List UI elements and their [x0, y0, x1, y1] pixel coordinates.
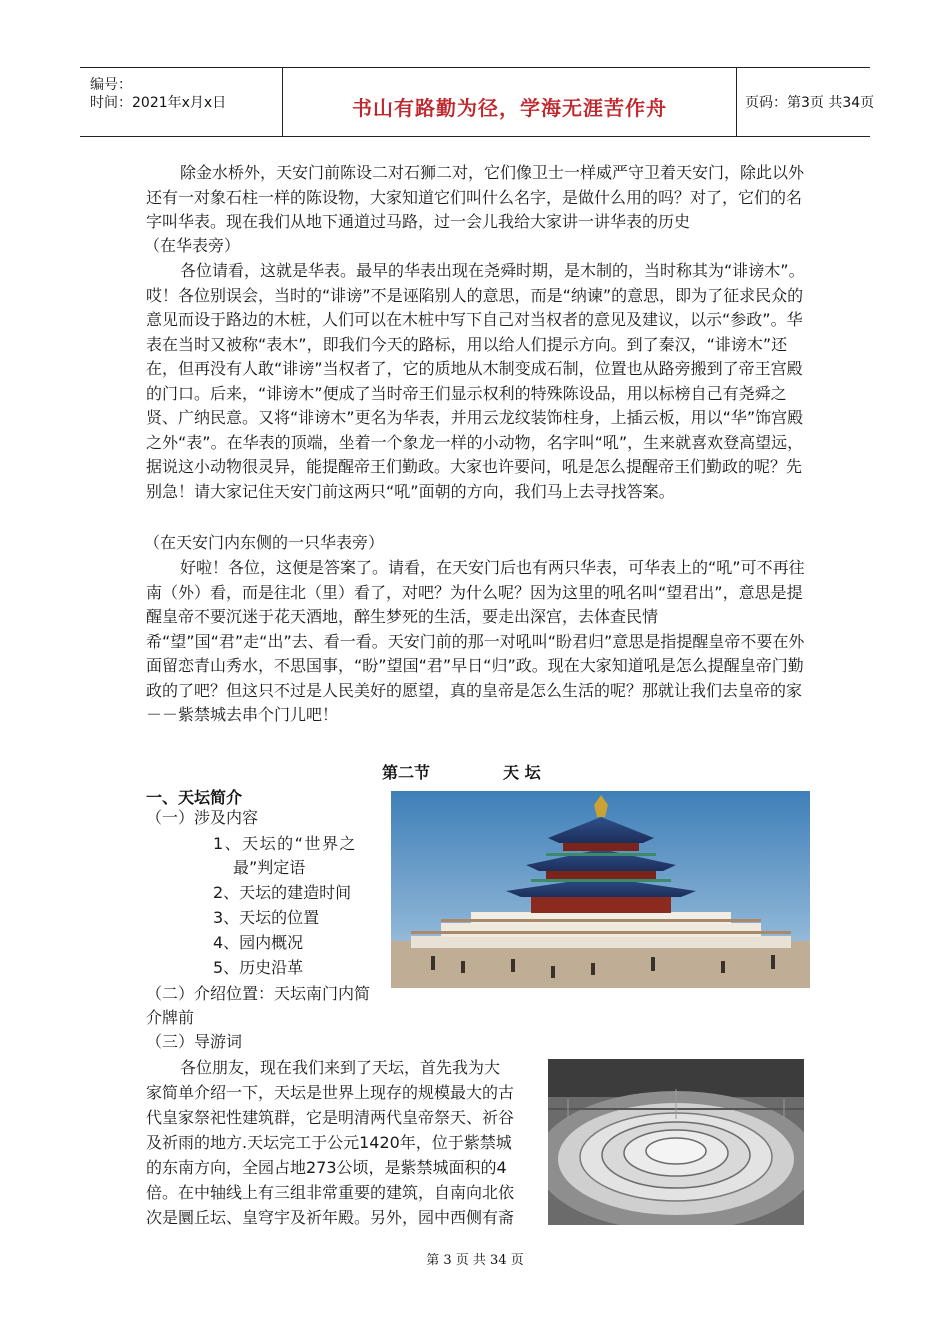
- guide-line-1: 各位朋友，现在我们来到了天坛，首先我为大: [180, 1058, 501, 1077]
- guide-line-2: 家简单介绍一下，天坛是世界上现存的规模最大的古: [146, 1083, 515, 1102]
- subheading-content: （一）涉及内容: [146, 808, 259, 827]
- guide-line-6: 倍。在中轴线上有三组非常重要的建筑，自南向北依: [146, 1183, 515, 1202]
- list-item-5: 5、历史沿革: [213, 958, 304, 977]
- header-right-cell: [737, 68, 875, 136]
- page-header: [80, 67, 875, 137]
- section-title: 天 坛: [503, 763, 541, 782]
- paragraph-3: 好啦！各位，这便是答案了。请看，在天安门后也有两只华表，可华表上的“吼”可不再往南（外）看，而是往北（里）看了，对吧？为什么呢？因为这里的吼名叫“望君出”，意思是提醒皇帝不要沉迷于花天酒地，醉生梦死的生活，要走出深宫，去体查民情希“望”国“君”走“出”去、看一看。天安门前的那一对吼叫“盼君归”意思是指提醒皇帝不要在外面留恋青山秀水，不思国事，“盼”望国“君”早日“归”政。现在大家知道吼是怎么提醒皇帝门勤政的了吧？但这只不过是人民美好的愿望，真的皇帝是怎么生活的呢？那就让我们去皇帝的家－－紫禁城去串个门儿吧！: [146, 558, 805, 724]
- section-number: 第二节: [382, 763, 431, 782]
- paragraph-1: 除金水桥外，天安门前陈设二对石狮二对，它们像卫士一样威严守卫着天安门，除此以外还有一对象石柱一样的陈设物，大家知道它们叫什么名字，是做什么用的吗？对了，它们的名字叫华表。现在我们从地下通道过马路，过一会儿我给大家讲一讲华表的历史: [146, 163, 805, 231]
- location-note-1: （在华表旁）: [144, 236, 241, 255]
- guide-line-3: 代皇家祭祀性建筑群，它是明清两代皇帝祭天、祈谷: [146, 1108, 515, 1127]
- location-note-2: （在天安门内东侧的一只华表旁）: [144, 533, 385, 552]
- date-label: 时间：2021年x月x日: [90, 95, 227, 111]
- header-middle-cell: [283, 68, 737, 136]
- paragraph-2: 各位请看，这就是华表。最早的华表出现在尧舜时期，是木制的，当时称其为“诽谤木”。哎！各位别误会，当时的“诽谤”不是诬陷别人的意思，而是“纳谏”的意思，即为了征求民众的意见而设于路边的木桩，人们可以在木桩中写下自己对当权者的意见及建议，以示“参政”。华表在当时又被称“表木”，即我们今天的路标，用以给人们提示方向。到了秦汉，“诽谤木”还在，但再没有人敢“诽谤”当权者了，它的质地从木制变成石制，位置也从路旁搬到了帝王宫殿的门口。后来，“诽谤木”便成了当时帝王们显示权利的特殊陈设品，用以标榜自己有尧舜之贤、广纳民意。又将“诽谤木”更名为华表，并用云龙纹装饰柱身，上插云板，用以“华”饰宫殿之外“表”。在华表的顶端，坐着一个象龙一样的小动物，名字叫“吼”，生来就喜欢登高望远，据说这小动物很灵异，能提醒帝王们勤政。大家也许要问，吼是怎么提醒帝王们勤政的呢？先别急！请大家记住天安门前这两只“吼”面朝的方向，我们马上去寻找答案。: [146, 261, 805, 501]
- motto: 书山有路勤为径，学海无涯苦作舟: [352, 96, 667, 120]
- subheading-location-b: 介牌前: [146, 1008, 195, 1027]
- list-item-4: 4、园内概况: [213, 933, 304, 952]
- list-item-2: 2、天坛的建造时间: [213, 883, 352, 902]
- list-item-1a: 1、天坛的“世界之: [213, 834, 357, 853]
- page-label: 页码：第3页 共34页: [745, 95, 875, 111]
- list-item-3: 3、天坛的位置: [213, 908, 320, 927]
- temple-of-heaven-photo: [391, 791, 810, 988]
- heading-temple-intro: 一、天坛简介: [146, 788, 243, 807]
- header-left-cell: [80, 68, 283, 136]
- guide-line-7: 次是圜丘坛、皇穹宇及祈年殿。另外，园中西侧有斋: [146, 1208, 515, 1227]
- list-item-1b: 最”判定语: [233, 858, 306, 877]
- number-label: 编号：: [90, 77, 132, 93]
- guide-line-5: 的东南方向，全园占地273公顷，是紫禁城面积的4: [146, 1158, 507, 1177]
- subheading-guide-speech: （三）导游词: [146, 1032, 243, 1051]
- guide-line-4: 及祈雨的地方.天坛完工于公元1420年，位于紫禁城: [146, 1133, 512, 1152]
- page-footer: 第 3 页 共 34 页: [426, 1253, 524, 1268]
- subheading-location-a: （二）介绍位置：天坛南门内简: [146, 984, 371, 1003]
- circular-mound-altar-photo: [548, 1059, 804, 1225]
